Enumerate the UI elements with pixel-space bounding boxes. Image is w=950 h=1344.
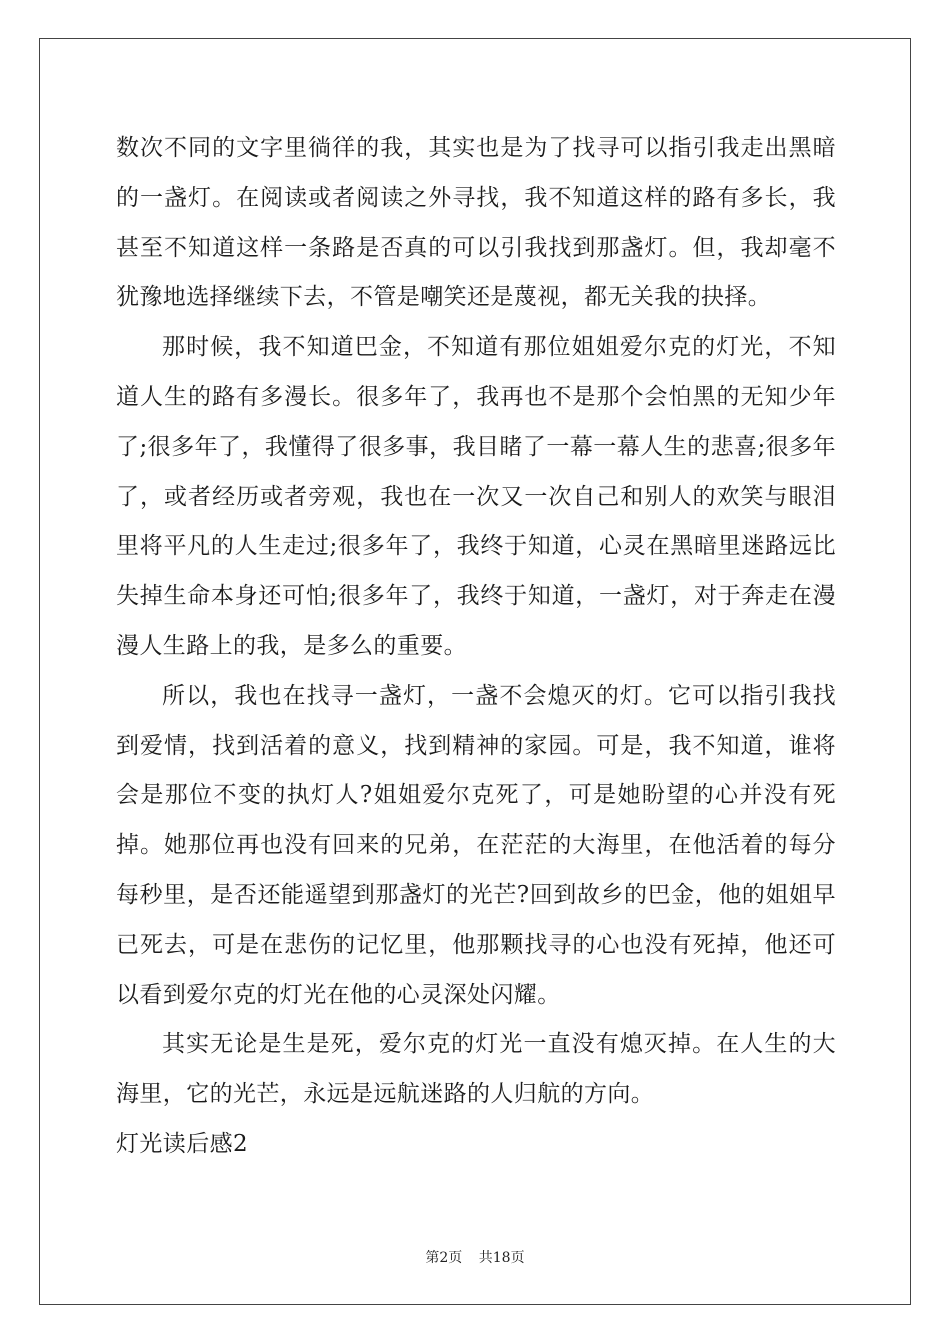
paragraph-3: 所以，我也在找寻一盏灯，一盏不会熄灭的灯。它可以指引我找到爱情，找到活着的意义，找到精神的家园。可是，我不知道，谁将会是那位不变的执灯人?姐姐爱尔克死了，可是她盼望的心并没有死掉。她那位再也没有回来的兄弟，在茫茫的大海里，在他活着的每分每秒里，是否还能遥望到那盏灯的光芒?回到故乡的巴金，他的姐姐早已死去，可是在悲伤的记忆里，他那颗找寻的心也没有死掉，他还可以看到爱尔克的灯光在他的心灵深处闪耀。 <box>116 682 836 1008</box>
page-footer <box>0 1247 950 1267</box>
document-body <box>116 124 836 1170</box>
paragraph-1: 数次不同的文字里徜徉的我，其实也是为了找寻可以指引我走出黑暗的一盏灯。在阅读或者阅读之外寻找，我不知道这样的路有多长，我甚至不知道这样一条路是否真的可以引我找到那盏灯。但，我却毫不犹豫地选择继续下去，不管是嘲笑还是蔑视，都无关我的抉择。 <box>116 135 836 311</box>
section-heading: 灯光读后感2 <box>116 1130 249 1157</box>
paragraph-2: 那时候，我不知道巴金，不知道有那位姐姐爱尔克的灯光，不知道人生的路有多漫长。很多年了，我再也不是那个会怕黑的无知少年了;很多年了，我懂得了很多事，我目睹了一幕一幕人生的悲喜;很多年了，或者经历或者旁观，我也在一次又一次自己和别人的欢笑与眼泪里将平凡的人生走过;很多年了，我终于知道，心灵在黑暗里迷路远比失掉生命本身还可怕;很多年了，我终于知道，一盏灯，对于奔走在漫漫人生路上的我，是多么的重要。 <box>116 334 836 659</box>
paragraph-4: 其实无论是生是死，爱尔克的灯光一直没有熄灭掉。在人生的大海里，它的光芒，永远是远航迷路的人归航的方向。 <box>116 1031 836 1108</box>
page-total: 共18页 <box>478 1250 525 1266</box>
page-number: 第2页 <box>425 1250 463 1266</box>
